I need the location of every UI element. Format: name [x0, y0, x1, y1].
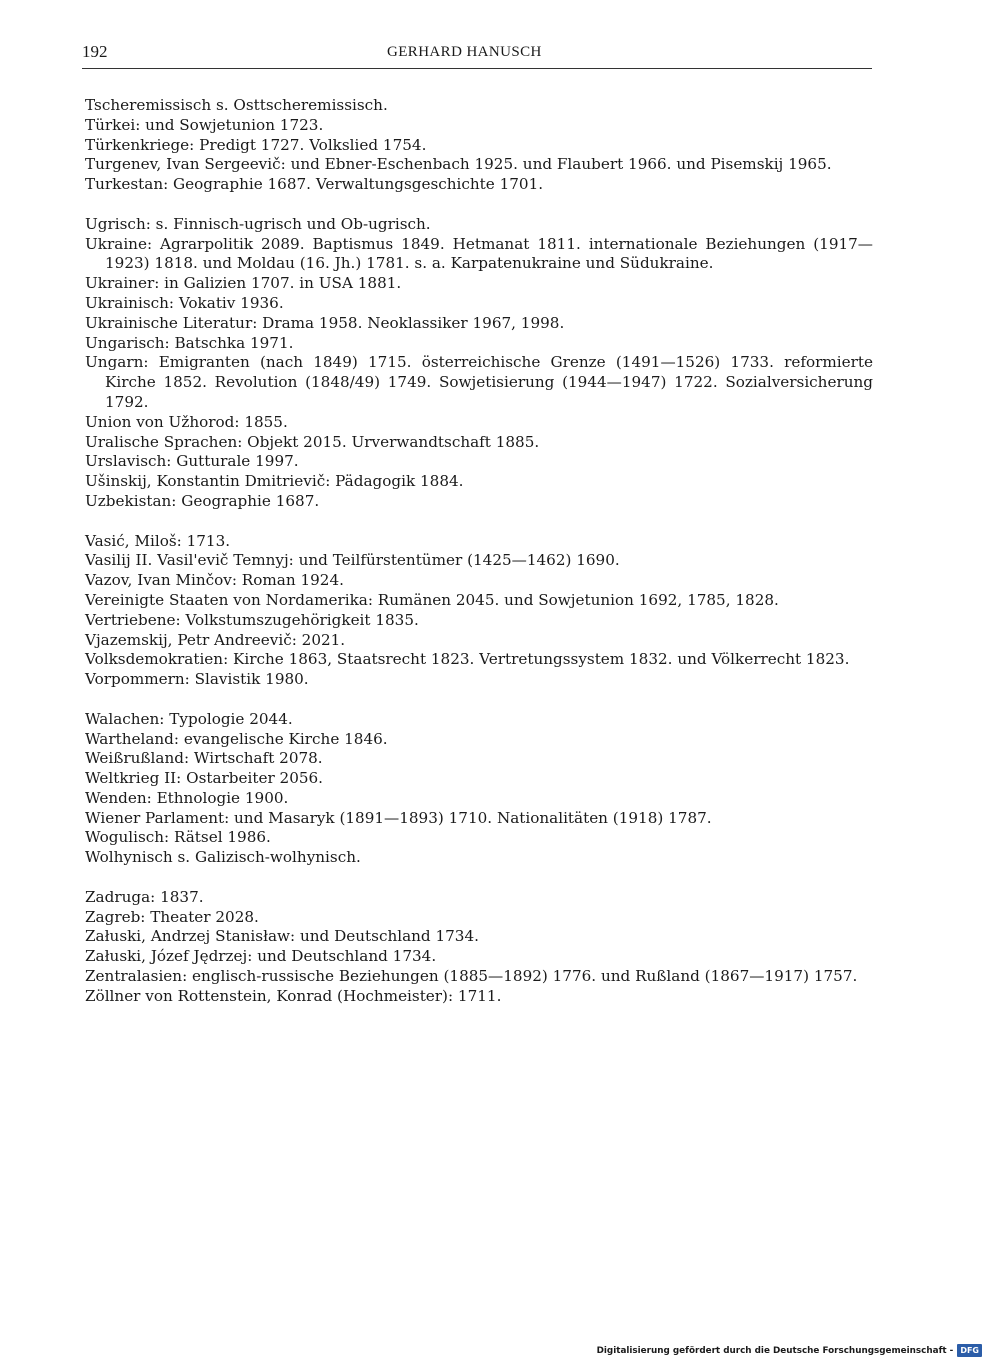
index-entry: Uralische Sprachen: Objekt 2015. Urverwandtschaft 1885. — [85, 432, 540, 451]
index-entry: Wolhynisch s. Galizisch-wolhynisch. — [85, 848, 361, 867]
index-entry: Uzbekistan: Geographie 1687. — [85, 491, 320, 510]
index-entry: Vasilij II. Vasil'evič Temnyj: und Teilfürstentümer (1425—1462) 1690. — [85, 551, 620, 570]
index-entry: Volksdemokratien: Kirche 1863, Staatsrecht 1823. Vertretungssystem 1832. und Völkerrecht 1823. — [85, 650, 850, 669]
index-entry: Ukrainische Literatur: Drama 1958. Neoklassiker 1967, 1998. — [85, 313, 565, 332]
page-header — [82, 38, 872, 69]
index-entry: Tscheremissisch s. Osttscheremissisch. — [85, 96, 388, 114]
index-entry: Ungarn: Emigranten (nach 1849) 1715. österreichische Grenze (1491—1526) 1733. reformierte Kirche 1852. Revolution (1848/49) 1749. Sowjetisierung (1944—1947) 1722. Sozialversicherung 1792. — [85, 353, 873, 411]
index-entry: Wenden: Ethnologie 1900. — [85, 788, 289, 807]
index-entry: Weißrußland: Wirtschaft 2078. — [85, 749, 323, 768]
index-group — [85, 532, 873, 690]
index-entry: Ukraine: Agrarpolitik 2089. Baptismus 1849. Hetmanat 1811. internationale Beziehungen (1917—1923) 1818. und Moldau (16. Jh.) 1781. s. a. Karpatenukraine und Südukraine. — [85, 234, 873, 273]
running-title: GERHARD HANUSCH — [387, 44, 542, 60]
index-entry: Turgenev, Ivan Sergeevič: und Ebner-Eschenbach 1925. und Flaubert 1966. und Pisemskij 1965. — [85, 155, 832, 174]
index-list — [85, 96, 873, 1026]
index-entry: Zentralasien: englisch-russische Beziehungen (1885—1892) 1776. und Rußland (1867—1917) 1757. — [85, 967, 858, 986]
index-entry: Vereinigte Staaten von Nordamerika: Rumänen 2045. und Sowjetunion 1692, 1785, 1828. — [85, 590, 779, 609]
index-entry: Ušinskij, Konstantin Dmitrievič: Pädagogik 1884. — [85, 472, 464, 491]
index-entry: Załuski, Józef Jędrzej: und Deutschland 1734. — [85, 947, 437, 966]
footer — [597, 1344, 982, 1357]
index-entry: Vjazemskij, Petr Andreevič: 2021. — [85, 630, 346, 649]
index-group — [85, 96, 873, 195]
index-group — [85, 215, 873, 512]
footer-text: Digitalisierung gefördert durch die Deutsche Forschungsgemeinschaft - — [596, 1345, 954, 1356]
index-entry: Union von Užhorod: 1855. — [85, 412, 288, 431]
page-number: 192 — [82, 42, 108, 61]
index-entry: Wogulisch: Rätsel 1986. — [85, 828, 271, 847]
index-entry: Ungarisch: Batschka 1971. — [85, 333, 294, 352]
index-entry: Türkei: und Sowjetunion 1723. — [85, 115, 324, 134]
index-entry: Weltkrieg II: Ostarbeiter 2056. — [85, 769, 324, 788]
index-entry: Załuski, Andrzej Stanisław: und Deutschland 1734. — [85, 927, 479, 946]
index-entry: Urslavisch: Gutturale 1997. — [85, 452, 299, 471]
index-group — [85, 710, 873, 868]
index-entry: Zagreb: Theater 2028. — [85, 907, 259, 926]
index-entry: Zadruga: 1837. — [85, 887, 204, 906]
index-entry: Turkestan: Geographie 1687. Verwaltungsgeschichte 1701. — [85, 175, 544, 194]
index-entry: Vertriebene: Volkstumszugehörigkeit 1835. — [85, 610, 419, 629]
index-entry: Wartheland: evangelische Kirche 1846. — [85, 729, 388, 748]
index-entry: Türkenkriege: Predigt 1727. Volkslied 1754. — [85, 135, 427, 154]
dfg-logo: DFG — [957, 1344, 982, 1357]
index-entry: Vasić, Miloš: 1713. — [85, 531, 231, 550]
index-entry: Ugrisch: s. Finnisch-ugrisch und Ob-ugrisch. — [85, 214, 431, 233]
index-entry: Walachen: Typologie 2044. — [85, 709, 293, 728]
index-entry: Ukrainisch: Vokativ 1936. — [85, 293, 284, 312]
index-group — [85, 888, 873, 1007]
index-entry: Vazov, Ivan Minčov: Roman 1924. — [85, 571, 344, 590]
index-entry: Vorpommern: Slavistik 1980. — [85, 670, 309, 689]
index-entry: Ukrainer: in Galizien 1707. in USA 1881. — [85, 274, 402, 293]
index-entry: Wiener Parlament: und Masaryk (1891—1893) 1710. Nationalitäten (1918) 1787. — [85, 808, 712, 827]
index-entry: Zöllner von Rottenstein, Konrad (Hochmeister): 1711. — [85, 986, 502, 1005]
